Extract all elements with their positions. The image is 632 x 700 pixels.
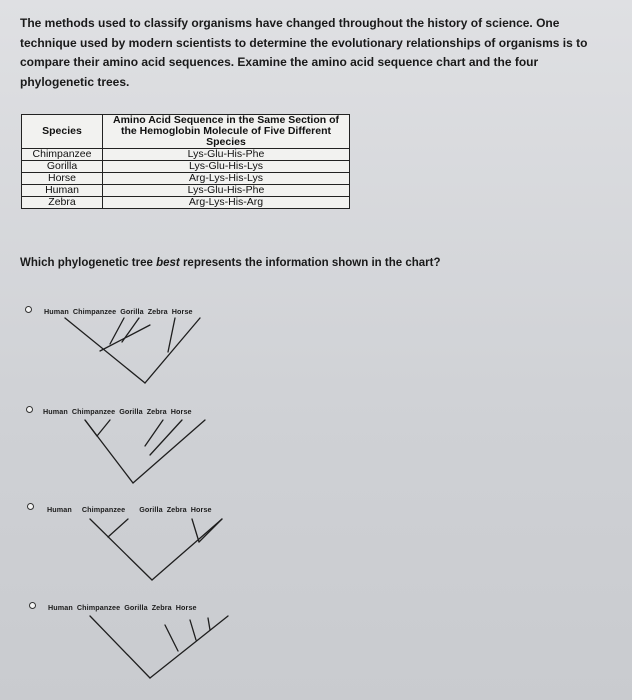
label-horse: Horse: [190, 505, 212, 514]
label-gorilla: Gorilla: [124, 603, 148, 612]
species-cell: Horse: [22, 173, 103, 185]
tree-4: [90, 616, 228, 678]
label-human: Human: [43, 407, 68, 416]
label-zebra: Zebra: [147, 307, 168, 316]
label-chimpanzee: Chimpanzee: [71, 407, 116, 416]
sequence-column-header: Amino Acid Sequence in the Same Section of the Hemoglobin Molecule of Five Different Species: [103, 115, 350, 149]
sequence-cell: Arg-Lys-His-Arg: [103, 197, 350, 209]
species-cell: Zebra: [22, 197, 103, 209]
tree-2: [85, 420, 205, 483]
label-chimpanzee: Chimpanzee: [81, 505, 126, 514]
tree-3: [90, 519, 222, 580]
sequence-cell: Lys-Glu-His-Phe: [103, 149, 350, 161]
question-emphasis: best: [156, 257, 180, 269]
tree-1: [65, 318, 200, 383]
question-suffix: represents the information shown in the chart?: [179, 257, 441, 269]
label-horse: Horse: [175, 603, 197, 612]
label-zebra: Zebra: [151, 603, 172, 612]
sequence-cell: Arg-Lys-His-Lys: [103, 173, 350, 185]
label-gorilla: Gorilla: [119, 407, 143, 416]
label-human: Human: [44, 307, 69, 316]
species-cell: Gorilla: [22, 161, 103, 173]
species-column-header: Species: [22, 115, 103, 149]
label-chimpanzee: Chimpanzee: [72, 307, 117, 316]
label-chimpanzee: Chimpanzee: [76, 603, 121, 612]
question-prefix: Which phylogenetic tree: [20, 257, 157, 269]
species-cell: Chimpanzee: [22, 149, 103, 161]
label-gorilla: Gorilla: [139, 505, 163, 514]
sequence-cell: Lys-Glu-His-Phe: [103, 185, 350, 197]
label-horse: Horse: [170, 407, 192, 416]
label-horse: Horse: [171, 307, 193, 316]
intro-paragraph: The methods used to classify organisms have changed throughout the history of science. One technique used by modern scientists to determine the evolutionary relationships of organisms is to compare their amino acid sequences. Examine the amino acid sequence chart and the four phylogenetic trees.: [20, 16, 588, 89]
sequence-cell: Lys-Glu-His-Lys: [103, 161, 350, 173]
label-human: Human: [47, 505, 72, 514]
label-zebra: Zebra: [166, 505, 187, 514]
label-zebra: Zebra: [146, 407, 167, 416]
label-gorilla: Gorilla: [120, 307, 144, 316]
label-human: Human: [48, 603, 73, 612]
species-cell: Human: [22, 185, 103, 197]
